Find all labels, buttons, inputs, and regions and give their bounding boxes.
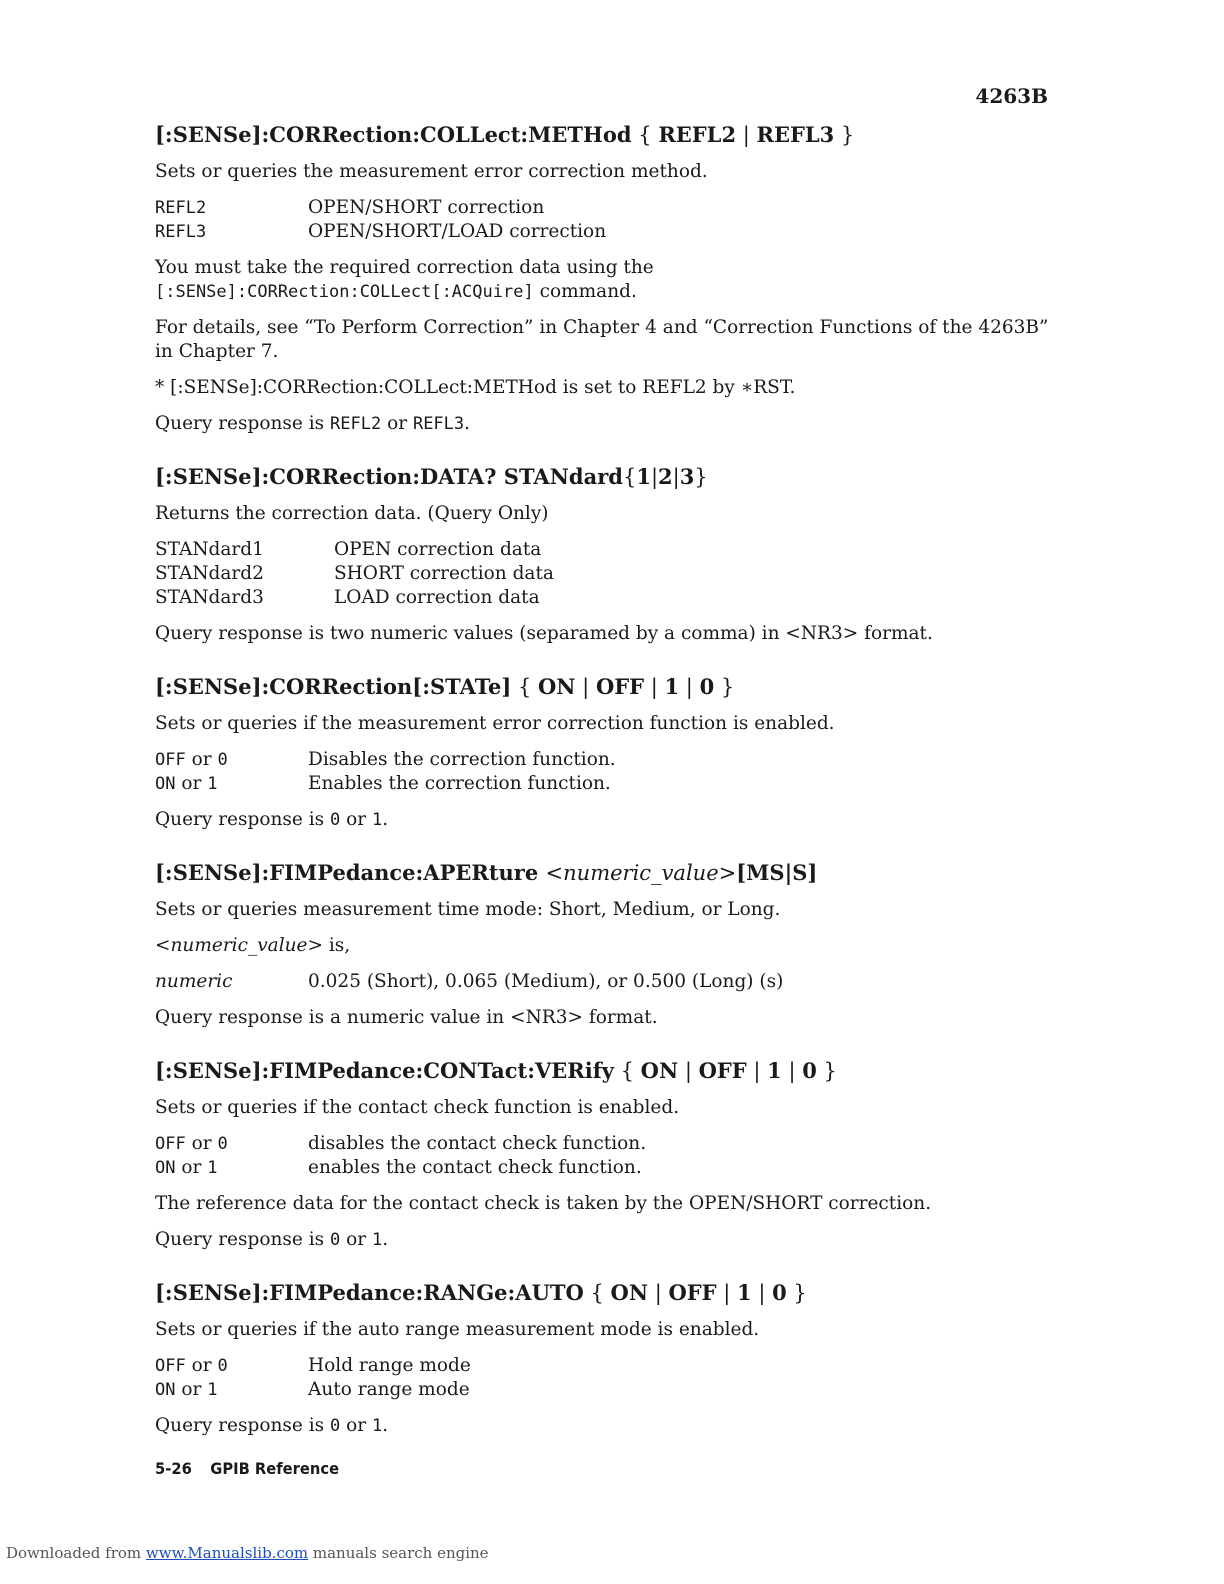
separator: | xyxy=(672,465,680,489)
definition-list xyxy=(155,538,1055,610)
response-text: . xyxy=(382,809,389,830)
command-description: Sets or queries measurement time mode: Short, Medium, or Long. xyxy=(155,899,781,920)
term-keyword: 1 xyxy=(207,774,218,794)
command-name: [:SENSe]:CORRection:DATA? STANdard xyxy=(155,464,623,489)
param-option: ON xyxy=(640,1058,679,1083)
definition-term xyxy=(155,772,308,796)
query-response xyxy=(155,1228,1055,1252)
definition-desc: disables the contact check function. xyxy=(308,1133,647,1154)
param-option: OFF xyxy=(668,1280,717,1305)
brace: } xyxy=(834,123,855,147)
definition-term xyxy=(155,1378,308,1402)
param-option: ON xyxy=(538,674,576,699)
param-option: 1 xyxy=(737,1280,752,1305)
definition-row xyxy=(155,970,1055,994)
response-text: or xyxy=(340,1415,373,1436)
definition-list xyxy=(155,196,1055,244)
param-option: 0 xyxy=(802,1058,817,1083)
term-or: or xyxy=(175,1379,208,1400)
separator: | xyxy=(644,675,665,699)
definition-desc: Hold range mode xyxy=(308,1355,471,1376)
download-text: Downloaded from xyxy=(6,1544,146,1562)
section-range-auto xyxy=(155,1278,1055,1438)
term-keyword: OFF xyxy=(155,750,186,770)
response-text: Query response is xyxy=(155,1415,331,1436)
command-description: Sets or queries if the measurement error correction function is enabled. xyxy=(155,713,835,734)
param-text: > is, xyxy=(307,935,351,956)
response-text: . xyxy=(464,413,471,434)
definition-term: REFL3 xyxy=(155,222,207,242)
section-correction-state xyxy=(155,672,1055,832)
term-keyword: OFF xyxy=(155,1134,186,1154)
definition-desc: Auto range mode xyxy=(308,1379,470,1400)
brace: } xyxy=(694,465,708,489)
query-response xyxy=(155,412,1055,436)
reset-note: * [:SENSe]:CORRection:COLLect:METHod is set to REFL2 by ∗RST. xyxy=(155,377,796,398)
definition-row xyxy=(155,586,1055,610)
brace: { xyxy=(613,1059,641,1083)
param-placeholder: numeric_value xyxy=(170,935,308,956)
separator: | xyxy=(781,1059,803,1083)
section-correction-method xyxy=(155,120,1055,436)
response-text: or xyxy=(340,809,373,830)
command-heading xyxy=(155,462,1055,492)
brace: { xyxy=(622,465,637,489)
response-value: 0 xyxy=(330,810,341,830)
param-option: OFF xyxy=(595,674,645,699)
definition-desc: OPEN/SHORT/LOAD correction xyxy=(308,221,607,242)
separator: | xyxy=(716,1281,738,1305)
response-value: 1 xyxy=(372,810,383,830)
definition-desc: enables the contact check function. xyxy=(308,1157,642,1178)
response-value: 1 xyxy=(372,1416,383,1436)
param-option: 2 xyxy=(658,464,673,489)
brace: { xyxy=(631,123,659,147)
definition-row xyxy=(155,562,1055,586)
command-name: [:SENSe]:FIMPedance:APERture xyxy=(155,860,546,885)
term-keyword: 0 xyxy=(217,750,228,770)
definition-term: REFL2 xyxy=(155,198,207,218)
param-option: OFF xyxy=(698,1058,747,1083)
term-keyword: ON xyxy=(155,774,176,794)
param-option: 1 xyxy=(664,674,680,699)
command-description: Returns the correction data. (Query Only) xyxy=(155,503,549,524)
response-text: or xyxy=(340,1229,373,1250)
manualslib-link[interactable]: www.Manualslib.com xyxy=(145,1544,309,1562)
note-text: command. xyxy=(533,281,637,302)
definition-row xyxy=(155,196,1055,220)
separator: | xyxy=(751,1281,773,1305)
command-heading xyxy=(155,120,1055,150)
param-option: 0 xyxy=(699,674,715,699)
response-text: . xyxy=(382,1415,389,1436)
details-paragraph: For details, see “To Perform Correction” in Chapter 4 and “Correction Functions of the 4263B” in Chapter 7. xyxy=(155,317,1049,362)
command-heading xyxy=(155,1278,1055,1308)
param-placeholder: numeric_value xyxy=(563,861,719,885)
param-option: 3 xyxy=(679,464,695,489)
section-aperture xyxy=(155,858,1055,1030)
definition-term xyxy=(155,748,308,772)
section-contact-verify xyxy=(155,1056,1055,1252)
definition-desc: SHORT correction data xyxy=(334,563,554,584)
command-heading xyxy=(155,672,1055,702)
response-value: REFL2 xyxy=(330,414,382,434)
definition-term xyxy=(155,1132,308,1156)
query-response: Query response is a numeric value in <NR3> format. xyxy=(155,1007,658,1028)
definition-row xyxy=(155,220,1055,244)
definition-list xyxy=(155,1132,1055,1180)
term-or: or xyxy=(175,773,208,794)
param-option: REFL2 xyxy=(658,122,737,147)
chapter-title: GPIB Reference xyxy=(210,1459,340,1478)
command-heading xyxy=(155,1056,1055,1086)
definition-list xyxy=(155,1354,1055,1402)
page-content xyxy=(155,120,1055,1450)
note-paragraph xyxy=(155,256,1055,304)
definition-term: numeric xyxy=(155,971,233,992)
command-description: Sets or queries if the contact check function is enabled. xyxy=(155,1097,680,1118)
param-option: 0 xyxy=(772,1280,787,1305)
command-heading xyxy=(155,858,1055,888)
definition-desc: LOAD correction data xyxy=(334,587,540,608)
note-text: You must take the required correction data using the xyxy=(155,257,654,278)
query-response xyxy=(155,1414,1055,1438)
section-correction-data xyxy=(155,462,1055,646)
page-footer xyxy=(155,1459,339,1478)
brace: { xyxy=(583,1281,611,1305)
command-name: [:SENSe]:FIMPedance:CONTact:VERify xyxy=(155,1058,614,1083)
definition-row xyxy=(155,1156,1055,1180)
unit-suffix: [MS|S] xyxy=(736,860,818,885)
param-option: REFL3 xyxy=(756,122,835,147)
download-notice xyxy=(6,1544,489,1562)
separator: | xyxy=(678,1059,699,1083)
definition-row xyxy=(155,1132,1055,1156)
angle-bracket: < xyxy=(545,861,564,885)
definition-row xyxy=(155,538,1055,562)
brace: } xyxy=(816,1059,837,1083)
response-value: REFL3 xyxy=(412,414,465,434)
response-text: Query response is xyxy=(155,809,331,830)
definition-desc: Enables the correction function. xyxy=(308,773,611,794)
separator: | xyxy=(648,1281,669,1305)
definition-row xyxy=(155,748,1055,772)
definition-row xyxy=(155,772,1055,796)
response-value: 0 xyxy=(330,1230,341,1250)
term-keyword: OFF xyxy=(155,1356,186,1376)
separator: | xyxy=(746,1059,768,1083)
download-text: manuals search engine xyxy=(308,1544,489,1562)
response-value: 1 xyxy=(372,1230,383,1250)
definition-desc: Disables the correction function. xyxy=(308,749,616,770)
param-text: < xyxy=(155,935,171,956)
param-option: 1 xyxy=(636,464,651,489)
brace: { xyxy=(511,675,538,699)
response-text: or xyxy=(381,413,413,434)
page-number: 5-26 xyxy=(155,1459,192,1478)
definition-term xyxy=(155,1354,308,1378)
definition-desc: OPEN/SHORT correction xyxy=(308,197,545,218)
angle-bracket: > xyxy=(718,861,737,885)
term-keyword: 0 xyxy=(217,1356,228,1376)
term-or: or xyxy=(175,1157,208,1178)
query-response xyxy=(155,808,1055,832)
separator: | xyxy=(650,465,659,489)
term-keyword: ON xyxy=(155,1380,176,1400)
command-name: [:SENSe]:FIMPedance:RANGe:AUTO xyxy=(155,1280,584,1305)
definition-list xyxy=(155,748,1055,796)
command-reference: [:SENSe]:CORRection:COLLect[:ACQuire] xyxy=(155,282,534,302)
definition-term: STANdard2 xyxy=(155,563,264,584)
definition-desc: OPEN correction data xyxy=(334,539,542,560)
separator: | xyxy=(679,675,700,699)
command-name: [:SENSe]:CORRection[:STATe] xyxy=(155,674,512,699)
command-description: Sets or queries the measurement error correction method. xyxy=(155,161,708,182)
term-or: or xyxy=(185,1133,218,1154)
definition-term xyxy=(155,1156,308,1180)
query-response: Query response is two numeric values (separamed by a comma) in <NR3> format. xyxy=(155,623,933,644)
definition-list xyxy=(155,970,1055,994)
model-number: 4263B xyxy=(975,84,1048,108)
brace: } xyxy=(786,1281,807,1305)
term-keyword: 1 xyxy=(207,1158,218,1178)
definition-term: STANdard3 xyxy=(155,587,264,608)
param-option: 1 xyxy=(767,1058,782,1083)
term-or: or xyxy=(185,749,218,770)
separator: | xyxy=(736,123,757,147)
response-text: . xyxy=(382,1229,389,1250)
response-text: Query response is xyxy=(155,413,331,434)
definition-row xyxy=(155,1354,1055,1378)
param-intro xyxy=(155,934,1055,958)
term-keyword: ON xyxy=(155,1158,176,1178)
response-value: 0 xyxy=(330,1416,341,1436)
command-description: Sets or queries if the auto range measurement mode is enabled. xyxy=(155,1319,760,1340)
brace: } xyxy=(714,675,735,699)
term-keyword: 0 xyxy=(217,1134,228,1154)
response-text: Query response is xyxy=(155,1229,331,1250)
term-keyword: 1 xyxy=(207,1380,218,1400)
definition-desc: 0.025 (Short), 0.065 (Medium), or 0.500 (Long) (s) xyxy=(308,971,784,992)
command-name: [:SENSe]:CORRection:COLLect:METHod xyxy=(155,122,632,147)
separator: | xyxy=(575,675,596,699)
definition-term: STANdard1 xyxy=(155,539,264,560)
note-paragraph: The reference data for the contact check is taken by the OPEN/SHORT correction. xyxy=(155,1193,932,1214)
param-option: ON xyxy=(610,1280,649,1305)
term-or: or xyxy=(185,1355,218,1376)
definition-row xyxy=(155,1378,1055,1402)
